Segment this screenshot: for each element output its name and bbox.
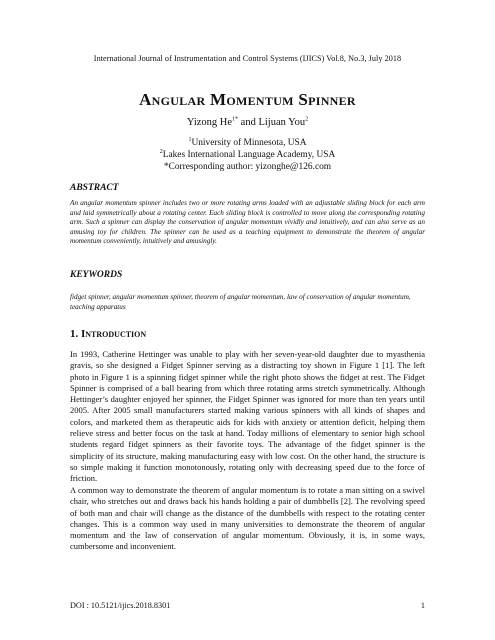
corresponding-author: *Corresponding author: yizonghe@126.com bbox=[163, 162, 332, 173]
footer-doi: DOI : 10.5121/ijics.2018.8301 bbox=[70, 601, 171, 610]
body-paragraph: In 1993, Catherine Hettinger was unable to play with her seven-year-old daughter due to myasthenia gravis, so she designed a Fidget Spinner serving as a distracting toy shown in Figure 1 [1]. The left photo in Figure 1 is a spinning fidget spinner while the right photo shows the fidget at rest. The Fidget Spinner is comprised of a ball bearing from which three rotating arms stretch symmetrically. Although Hettinger’s daughter enjoyed her spinner, the Fidget Spinner was ignored for more than ten years until 2005. After 2005 small manufacturers started making various spinners with all kinds of shapes and colors, and marketed them as therapeutic aids for kids with anxiety or attention deficit, helping them relieve stress and better focus on the task at hand. Today millions of elementary to senior high school students regard fidget spinners as their favorite toys. The advantage of the fidget spinner is the simplicity of its structure, making manufacturing easy with low cost. On the other hand, the structure is so simple making it function monotonously, rotating only with decreasing speed due to the force of friction. bbox=[70, 349, 425, 484]
affiliation-superscript: 2 bbox=[159, 149, 163, 156]
keywords-text: fidget spinner, angular momentum spinner, theorem of angular momentum, law of conservation of angular momentum, teaching apparatus bbox=[70, 293, 411, 311]
page-number: 1 bbox=[420, 601, 425, 610]
section-number: 1. bbox=[70, 328, 81, 340]
author-name: Lijuan You bbox=[258, 117, 306, 128]
author-superscript: 2 bbox=[305, 116, 309, 123]
affiliation-line bbox=[0, 137, 495, 149]
affiliation-text: Lakes International Language Academy, USA bbox=[162, 150, 336, 161]
section-heading-introduction bbox=[70, 328, 146, 340]
author-name: Yizong He bbox=[186, 117, 233, 128]
author-superscript: 1* bbox=[232, 116, 239, 123]
abstract-heading: ABSTRACT bbox=[70, 183, 119, 193]
journal-header: International Journal of Instrumentation and Control Systems (IJICS) Vol.8, No.3, July 2018 bbox=[93, 54, 402, 63]
affiliations bbox=[0, 137, 495, 174]
affiliation-text: University of Minnesota, USA bbox=[191, 138, 307, 148]
section-title: Introduction bbox=[81, 328, 147, 340]
affiliation-line bbox=[0, 149, 495, 161]
author-conjunction: and bbox=[238, 117, 259, 128]
author-line bbox=[0, 117, 495, 128]
keywords-heading: KEYWORDS bbox=[70, 270, 123, 280]
body-paragraph: A common way to demonstrate the theorem of angular momentum is to rotate a man sitting on a swivel chair, who stretches out and draws back his hands holding a pair of dumbbells [2]. The revolving speed of both man and chair will change as the distance of the dumbbells with respect to the rotating center changes. This is a common way used in many universities to demonstrate the theorem of angular momentum and the law of conservation of angular momentum. Obviously, it is, in some ways, cumbersome and inconvenient. bbox=[70, 485, 425, 552]
abstract-text: An angular momentum spinner includes two or more rotating arms loaded with an adjustable sliding block for each arm and laid symmetrically about a rotating center. Each sliding block is controlled to move along the corresponding rotating arm. Such a spinner can display the conservation of angular momentum vividly and intuitively, and can also serve as an amusing toy for children. The spinner can be used as a teaching equipment to demonstrate the theorem of angular momentum conveniently, intuitively and amusingly. bbox=[70, 199, 425, 246]
affiliation-superscript: 1 bbox=[188, 136, 192, 143]
paper-title: Angular Momentum Spinner bbox=[139, 90, 356, 109]
